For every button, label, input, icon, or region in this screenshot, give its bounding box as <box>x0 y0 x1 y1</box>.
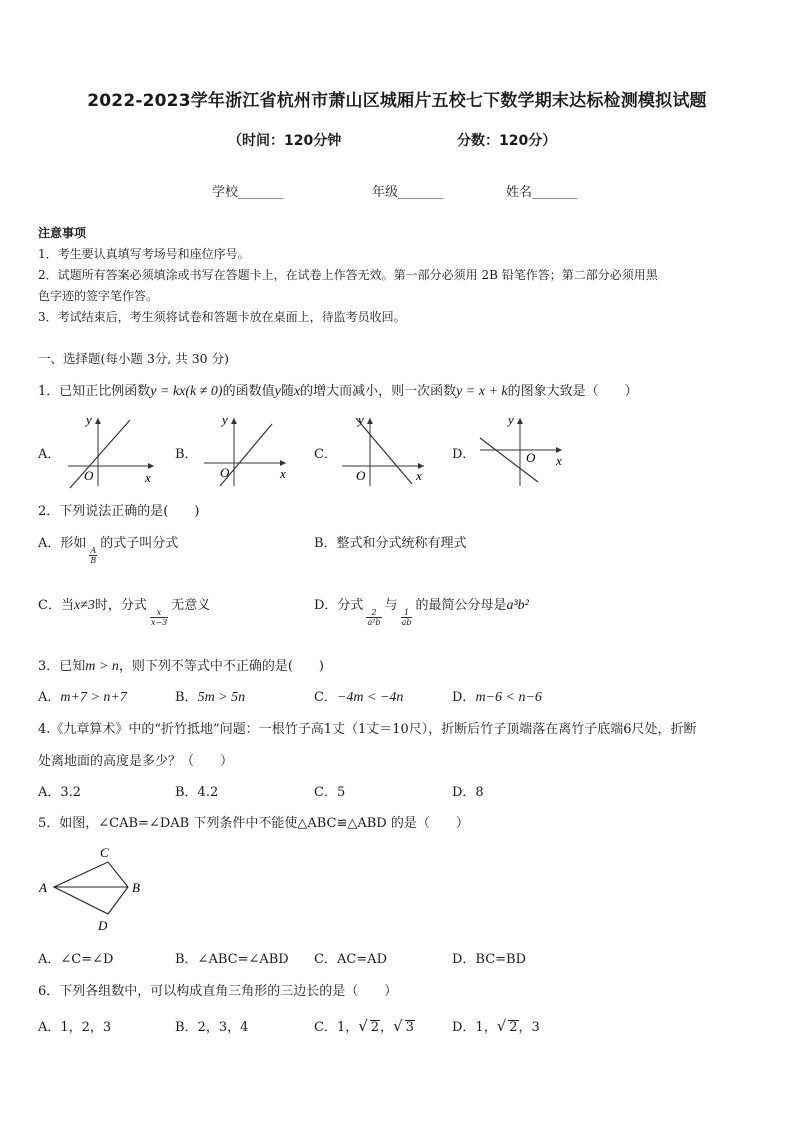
notice-item: 1．考生要认真填写考场号和座位序号。 <box>38 247 250 261</box>
question-1-stem <box>38 380 638 400</box>
option-text: D．1， <box>452 1020 497 1035</box>
q1-option-d-label[interactable]: D． <box>452 447 476 462</box>
q2-option-a[interactable] <box>38 532 179 565</box>
section-title: 一、选择题(每小题 3分, 共 30 分) <box>38 351 229 366</box>
fraction-denominator: a²b <box>367 618 381 627</box>
y-axis-arrow <box>367 418 373 424</box>
q1-option-c-label[interactable]: C． <box>314 447 337 462</box>
fraction-numerator: 1 <box>401 608 413 618</box>
q2-option-b[interactable]: B．整式和分式统称有理式 <box>314 536 467 551</box>
score-label: 分数：120分） <box>457 133 557 149</box>
question-4-line-1: 4.《九章算术》中的“折竹抵地”问题：一根竹子高1丈（1丈＝10尺），折断后竹子顶端落在离竹子底端6尺处，折断 <box>38 722 697 737</box>
q2-a-text: 的式子叫分式 <box>100 536 179 551</box>
q1-graph-c <box>338 410 438 490</box>
fraction-numerator: 2 <box>366 608 381 618</box>
vertex-label-d: D <box>98 918 108 933</box>
q2-c-text: 无意义 <box>171 598 211 613</box>
notice-title: 注意事项 <box>38 226 87 240</box>
quadrilateral-acbd <box>54 862 128 914</box>
notice-item: 2．试题所有答案必须填涂或书写在答题卡上，在试卷上作答无效。第一部分必须用 2B 铅笔作答；第二部分必须用黑 <box>38 268 658 282</box>
q2-a-fraction <box>89 546 97 565</box>
q1-text: 的函数值 <box>222 384 275 399</box>
q3-a-math: m+7 > n+7 <box>60 690 127 705</box>
sqrt-radicand: 2 <box>370 1020 380 1035</box>
q5-option-d[interactable]: D．BC=BD <box>452 952 527 967</box>
grade-field[interactable]: 年级_______ <box>372 185 444 200</box>
q5-kite-figure <box>36 842 156 936</box>
q3-text: ，则下列不等式中不正确的是( ) <box>118 659 324 674</box>
q1-graph-b <box>198 410 298 490</box>
q2-d-fraction-1 <box>366 608 381 627</box>
x-axis-label: x <box>556 453 562 468</box>
fraction-numerator: A <box>90 546 97 555</box>
q1-text: 的图象大致是（ ） <box>507 384 638 399</box>
exam-title: 2022-2023学年浙江省杭州市萧山区城厢片五校七下数学期末达标检测模拟试题 <box>87 91 707 111</box>
graph-line <box>70 420 130 488</box>
notice-item: 色字迹的签字笔作答。 <box>38 289 159 303</box>
q2-d-text: 与 <box>384 598 398 613</box>
fraction-denominator: ab <box>401 618 412 627</box>
vertex-label-c: C <box>100 845 109 860</box>
question-2-stem: 2．下列说法正确的是( ) <box>38 504 200 519</box>
y-axis-label: y <box>222 412 228 427</box>
y-axis-arrow <box>231 418 237 424</box>
y-axis-arrow <box>517 418 523 424</box>
fraction-numerator: x <box>150 608 168 618</box>
q6-option-a[interactable]: A．1，2，3 <box>38 1020 112 1035</box>
origin-label: O <box>526 450 536 465</box>
question-3-stem <box>38 655 324 675</box>
q2-c-fraction <box>150 608 168 627</box>
y-axis-label: y <box>358 412 364 427</box>
q2-d-fraction-2 <box>401 608 413 627</box>
option-text: ，3 <box>518 1020 540 1035</box>
sqrt-radicand: 3 <box>405 1020 414 1035</box>
option-text: C．1， <box>314 1020 359 1035</box>
q1-text: 的增大而减小，则一次函数 <box>300 384 457 399</box>
q1-text: 随 <box>280 384 294 399</box>
q3-option-a[interactable] <box>38 686 127 706</box>
option-text: ， <box>380 1020 394 1035</box>
q1-math: x <box>293 384 301 399</box>
q1-math: y <box>274 384 281 399</box>
q1-option-b-label[interactable]: B． <box>175 447 198 462</box>
q6-option-c[interactable] <box>314 1016 415 1035</box>
question-4-line-2: 处离地面的高度是多少？（ ） <box>38 754 234 769</box>
q1-math: y = kx(k ≠ 0) <box>150 384 223 399</box>
q2-d-text: 的最简公分母是 <box>415 598 507 613</box>
q2-c-text: C．当 <box>38 598 74 613</box>
q3-d-math: m−6 < n−6 <box>475 690 542 705</box>
sqrt-icon: √ <box>358 1017 368 1035</box>
q2-c-math: x≠3 <box>73 598 95 613</box>
option-letter: C． <box>314 690 337 705</box>
q1-math: y = x + k <box>456 384 508 399</box>
x-axis-label: x <box>280 466 286 481</box>
option-letter: B． <box>175 690 198 705</box>
q3-math: m > n <box>85 659 119 674</box>
name-field[interactable]: 姓名_______ <box>506 185 578 200</box>
vertex-label-a: A <box>39 880 47 895</box>
q4-option-d[interactable]: D．8 <box>452 785 484 800</box>
origin-label: O <box>220 465 230 480</box>
q2-a-text: A．形如 <box>38 536 87 551</box>
sqrt-radicand: 2 <box>509 1020 518 1035</box>
x-axis-label: x <box>416 468 422 483</box>
q6-option-b[interactable]: B．2，3，4 <box>175 1020 249 1035</box>
q4-option-c[interactable]: C．5 <box>314 785 346 800</box>
q4-option-b[interactable]: B．4.2 <box>175 785 219 800</box>
fraction-denominator: x−3 <box>150 618 168 627</box>
notice-item: 3．考试结束后，考生须将试卷和答题卡放在桌面上，待监考员收回。 <box>38 310 406 324</box>
time-label: （时间：120分钟 <box>228 133 342 149</box>
y-axis-label: y <box>86 412 92 427</box>
q1-text: 1．已知正比例函数 <box>38 384 151 399</box>
q2-c-text: 时，分式 <box>94 598 147 613</box>
q4-option-a[interactable]: A．3.2 <box>38 785 82 800</box>
x-axis-label: x <box>145 470 151 485</box>
option-letter: A． <box>38 690 61 705</box>
x-axis-arrow <box>148 463 154 469</box>
q5-option-b[interactable]: B．∠ABC=∠ABD <box>175 952 289 967</box>
origin-label: O <box>84 468 94 483</box>
q3-option-b[interactable] <box>175 686 245 706</box>
q3-option-d[interactable] <box>452 686 542 706</box>
q2-option-d[interactable] <box>314 594 529 627</box>
fraction-denominator: B <box>90 556 97 565</box>
q1-graph-a <box>62 410 162 490</box>
q2-d-math: a³b² <box>506 598 529 613</box>
y-axis-arrow <box>95 418 101 424</box>
q3-text: 3．已知 <box>38 659 86 674</box>
option-letter: D． <box>452 690 476 705</box>
q3-c-math: −4m < −4n <box>336 690 404 705</box>
school-field[interactable]: 学校_______ <box>212 185 284 200</box>
q1-graph-d <box>476 410 576 490</box>
sqrt-icon: √ <box>393 1017 403 1035</box>
question-6-stem: 6．下列各组数中，可以构成直角三角形的三边长的是（ ） <box>38 984 398 999</box>
y-axis-label: y <box>508 412 514 427</box>
origin-label: O <box>356 468 366 483</box>
q5-option-a[interactable]: A．∠C=∠D <box>38 952 114 967</box>
q3-option-c[interactable] <box>314 686 403 706</box>
q2-d-text: D．分式 <box>314 598 364 613</box>
sqrt-icon: √ <box>496 1017 507 1035</box>
q1-option-a-label[interactable]: A． <box>38 447 61 462</box>
vertex-label-b: B <box>132 880 140 895</box>
q3-b-math: 5m > 5n <box>197 690 246 705</box>
q5-option-c[interactable]: C．AC=AD <box>314 952 387 967</box>
question-5-stem: 5．如图，∠CAB=∠DAB 下列条件中不能使△ABC≌△ABD 的是（ ） <box>38 816 469 831</box>
q2-option-c[interactable] <box>38 594 211 627</box>
q6-option-d[interactable] <box>452 1016 540 1035</box>
